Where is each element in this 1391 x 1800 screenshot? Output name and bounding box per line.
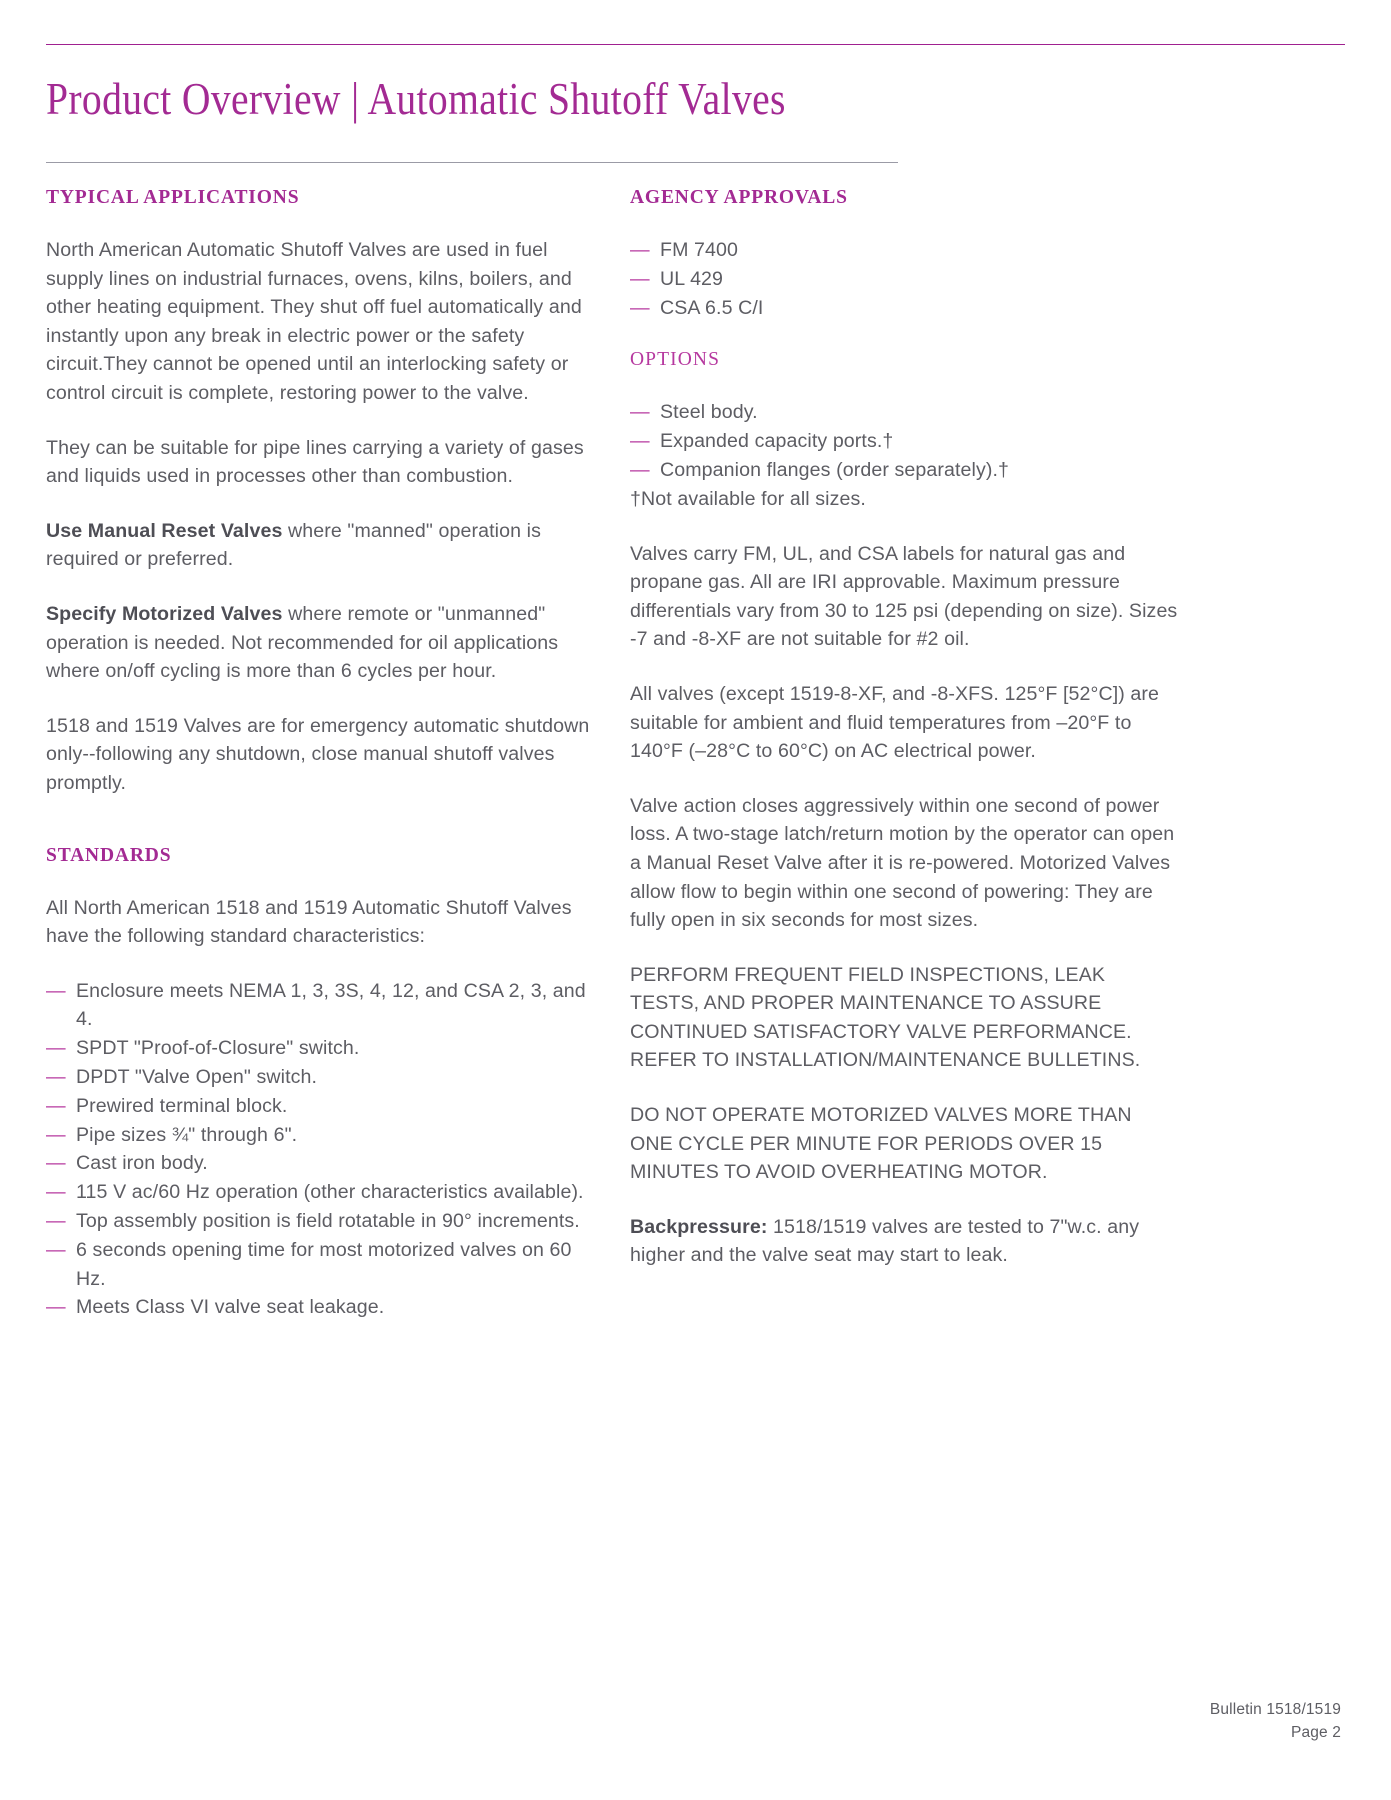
list-item-label: CSA 6.5 C/I: [660, 296, 764, 319]
em-dash-marker-icon: —: [46, 1181, 66, 1204]
options-list: [630, 398, 1178, 484]
agency-approvals-list: [630, 236, 1178, 322]
list-item: [630, 456, 1178, 485]
list-item: [630, 265, 1178, 294]
list-item-label: Top assembly position is field rotatable in 90° increments.: [76, 1210, 580, 1233]
manual-reset-lead: Use Manual Reset Valves: [46, 519, 283, 542]
list-item-label: FM 7400: [660, 239, 739, 261]
em-dash-marker-icon: —: [630, 239, 650, 261]
header-bottom-rule: [46, 162, 898, 163]
footer-page-number: Page 2: [1290, 1724, 1341, 1741]
em-dash-marker-icon: —: [46, 1152, 66, 1175]
list-item: [46, 1236, 594, 1294]
paragraph-emergency-shutdown: 1518 and 1519 Valves are for emergency automatic shutdown only--following any shutdown, close manual shutoff valves promptly.: [46, 714, 590, 794]
list-item: [46, 1178, 594, 1207]
em-dash-marker-icon: —: [46, 1037, 66, 1060]
page-title: Product Overview | Automatic Shutoff Valves: [46, 74, 786, 124]
list-item-label: 115 V ac/60 Hz operation (other characteristics available).: [76, 1181, 584, 1204]
paragraph-applications-gases: They can be suitable for pipe lines carrying a variety of gases and liquids used in processes other than combustion.: [46, 436, 584, 488]
list-item: [630, 398, 1178, 427]
em-dash-marker-icon: —: [46, 1066, 66, 1089]
paragraph-standards-intro: All North American 1518 and 1519 Automatic Shutoff Valves have the following standard characteristics:: [46, 896, 572, 948]
footer-bulletin: Bulletin 1518/1519: [1209, 1701, 1341, 1718]
notice-field-inspections: PERFORM FREQUENT FIELD INSPECTIONS, LEAK TESTS, AND PROPER MAINTENANCE TO ASSURE CONTINUED SATISFACTORY VALVE PERFORMANCE. REFER TO INSTALLATION/MAINTENANCE BULLETINS.: [630, 963, 1141, 1072]
list-item: [46, 1034, 594, 1063]
em-dash-marker-icon: —: [46, 1296, 66, 1319]
list-item: [46, 977, 594, 1035]
list-item-label: Prewired terminal block.: [76, 1094, 288, 1117]
header-top-rule: [46, 44, 1345, 45]
heading-options: OPTIONS: [630, 349, 721, 371]
heading-standards: STANDARDS: [46, 844, 172, 866]
list-item: [46, 1207, 594, 1236]
left-column: [46, 186, 594, 1348]
list-item-label: 6 seconds opening time for most motorized valves on 60 Hz.: [76, 1238, 572, 1290]
standards-list: [46, 977, 594, 1323]
options-footnote: †Not available for all sizes.: [630, 487, 866, 510]
notice-cycle-limit: DO NOT OPERATE MOTORIZED VALVES MORE THAN ONE CYCLE PER MINUTE FOR PERIODS OVER 15 MINUTES TO AVOID OVERHEATING MOTOR.: [630, 1104, 1132, 1184]
list-item: [46, 1063, 594, 1092]
heading-agency-approvals: AGENCY APPROVALS: [630, 187, 848, 208]
list-item: [46, 1149, 594, 1178]
paragraph-motorized: [46, 600, 594, 686]
backpressure-lead: Backpressure:: [630, 1215, 768, 1238]
manual-reset-rest: where "manned" operation is required or preferred.: [46, 519, 541, 571]
list-item-label: Companion flanges (order separately).†: [660, 458, 1010, 481]
list-item: [630, 427, 1178, 456]
right-column: [630, 186, 1178, 1270]
em-dash-marker-icon: —: [630, 401, 650, 424]
motorized-lead: Specify Motorized Valves: [46, 602, 283, 625]
em-dash-marker-icon: —: [46, 1210, 66, 1233]
em-dash-marker-icon: —: [46, 1238, 66, 1261]
list-item-label: UL 429: [660, 267, 724, 290]
em-dash-marker-icon: —: [630, 430, 650, 453]
em-dash-marker-icon: —: [46, 1094, 66, 1117]
motorized-rest: where remote or "unmanned" operation is needed. Not recommended for oil applications where on/off cycling is more than 6 cycles per hour.: [46, 602, 559, 683]
em-dash-marker-icon: —: [630, 267, 650, 290]
heading-typical-applications: TYPICAL APPLICATIONS: [46, 187, 300, 208]
list-item: [630, 236, 1178, 265]
list-item-label: Cast iron body.: [76, 1152, 208, 1175]
paragraph-valve-action: Valve action closes aggressively within one second of power loss. A two-stage latch/return motion by the operator can open a Manual Reset Valve after it is re-powered. Motorized Valves allow flow to begin within one second of powering: They are fully open in six seconds for most sizes.: [630, 794, 1175, 932]
list-item-label: Meets Class VI valve seat leakage.: [76, 1296, 385, 1319]
paragraph-backpressure: [630, 1213, 1178, 1270]
list-item-label: Pipe sizes ¾" through 6".: [76, 1123, 298, 1146]
list-item: [630, 294, 1178, 323]
backpressure-rest: 1518/1519 valves are tested to 7"w.c. any higher and the valve seat may start to leak.: [630, 1215, 1140, 1267]
list-item-label: DPDT "Valve Open" switch.: [76, 1066, 318, 1089]
paragraph-manual-reset: [46, 517, 594, 574]
list-item-label: Steel body.: [660, 401, 758, 424]
em-dash-marker-icon: —: [46, 979, 66, 1002]
list-item: [46, 1092, 594, 1121]
em-dash-marker-icon: —: [46, 1123, 66, 1146]
paragraph-applications-intro: North American Automatic Shutoff Valves are used in fuel supply lines on industrial furnaces, ovens, kilns, boilers, and other heating equipment. They shut off fuel automatically and instantly upon any break in electric power or the safety circuit.They cannot be opened until an interlocking safety or control circuit is complete, restoring power to the valve.: [46, 239, 582, 404]
page-footer: [1210, 1698, 1341, 1744]
list-item-label: SPDT "Proof-of-Closure" switch.: [76, 1037, 360, 1060]
paragraph-temperature-range: All valves (except 1519-8-XF, and -8-XFS. 125°F [52°C]) are suitable for ambient and fluid temperatures from –20°F to 140°F (–28°C to 60°C) on AC electrical power.: [630, 682, 1160, 763]
list-item: [46, 1121, 594, 1150]
paragraph-labels-pressure: Valves carry FM, UL, and CSA labels for natural gas and propane gas. All are IRI approvable. Maximum pressure differentials vary from 30 to 125 psi (depending on size). Sizes -7 and -8-XF are not suitable for #2 oil.: [630, 542, 1178, 651]
list-item: [46, 1293, 594, 1322]
em-dash-marker-icon: —: [630, 296, 650, 319]
list-item-label: Enclosure meets NEMA 1, 3, 3S, 4, 12, and CSA 2, 3, and 4.: [76, 979, 586, 1031]
list-item-label: Expanded capacity ports.†: [660, 430, 894, 453]
em-dash-marker-icon: —: [630, 458, 650, 481]
